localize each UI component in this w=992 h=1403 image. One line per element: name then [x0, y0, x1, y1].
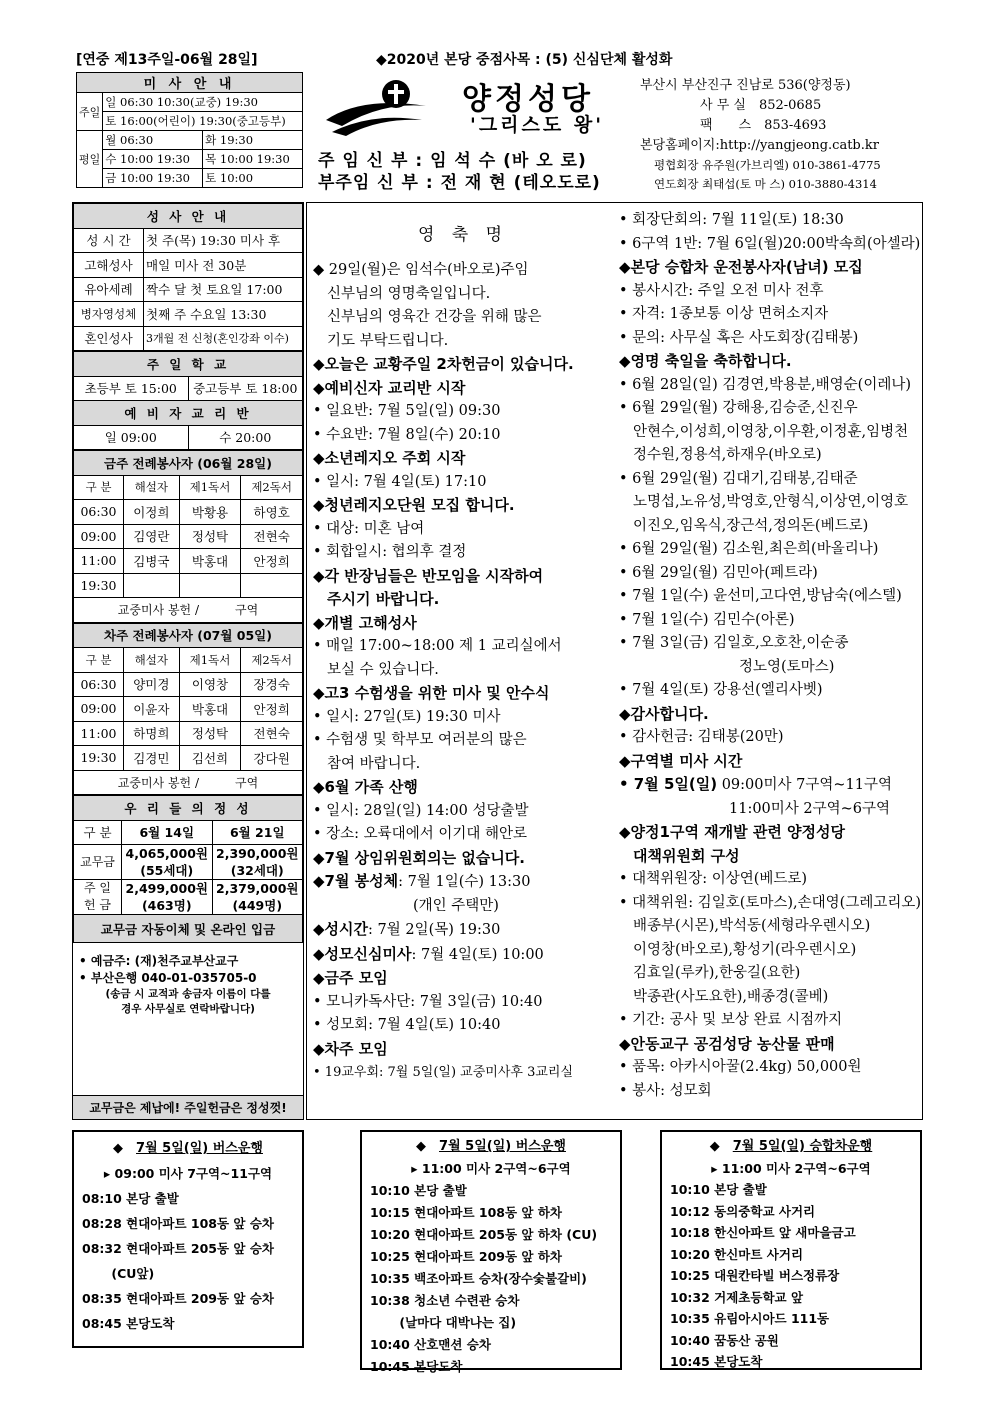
bus-stop: 10:20 현대아파트 205동 앞 하차 (CU): [370, 1227, 598, 1242]
commentator: [124, 573, 180, 598]
bus-title-text: 7월 5일(일) 승합차운행: [732, 1139, 873, 1154]
notice-text: 기도 부탁드립니다.: [327, 332, 449, 349]
notice-text: • 감사헌금: 김태봉(20만): [619, 729, 784, 745]
sacrament-label: 고해성사: [74, 253, 144, 278]
notice-heading: ◆금주 모임: [313, 969, 388, 987]
notice-text: 참여 바랍니다.: [327, 755, 421, 772]
bus-stop: 10:25 현대아파트 209동 앞 하차: [370, 1249, 562, 1264]
col-header: 해설자: [124, 648, 180, 673]
weekday-mass: 토 10:00: [203, 169, 303, 188]
offerings-title: 우 리 들 의 정 성: [74, 796, 303, 821]
prayer-president: 연도회장 최태섭(토 마 스) 010-3880-4314: [654, 177, 877, 191]
bus-stop: 10:35 유림아시아드 111동: [670, 1311, 830, 1326]
section-heading: 영 축 명: [417, 225, 509, 245]
bus-subtitle: ▸ 09:00 미사 7구역~11구역: [103, 1166, 273, 1181]
col-header: 구 분: [74, 820, 122, 845]
bus-stops: [370, 1180, 612, 1378]
sacrament-label: 병자영성체: [74, 302, 144, 327]
notice-text: • 6월 29일(월) 김민아(페트라): [619, 564, 818, 581]
fax: 팩 스 853-4693: [700, 118, 827, 133]
bus-subtitle: ▸ 11:00 미사 2구역~6구역: [711, 1160, 871, 1176]
notice-text: 신부님의 영육간 건강을 위해 많은: [327, 309, 542, 325]
commentator: 하명희: [124, 721, 180, 746]
sunday-school-secondary: 중고등부 토 18:00: [188, 376, 303, 401]
table-row: [74, 697, 303, 722]
notice-heading: [313, 870, 613, 895]
notice-heading: ◆개별 고해성사: [313, 613, 417, 632]
bus-schedule-1: [72, 1130, 304, 1348]
mass-time: 11:00: [74, 549, 124, 574]
mass-schedule-table: [76, 72, 303, 188]
sacrament-value: 첫째 주 수요일 13:30: [144, 302, 303, 327]
notice-text: • 6월 28일(일) 김경연,박용분,배영순(이레나): [619, 376, 912, 393]
notice-heading: [619, 773, 921, 798]
notice-text: 정수원,정용석,하재우(바오로): [633, 447, 822, 463]
mass-time: 19:30: [74, 746, 124, 771]
notice-text: • 자격: 1종보통 이상 면허소지자: [619, 306, 829, 322]
bus-stop: 10:38 청소년 수련관 승차: [370, 1293, 520, 1308]
offering-amount: 2,390,000원 (32세대): [212, 845, 303, 880]
notice-text: • 매일 17:00~18:00 제 1 교리실에서: [313, 638, 562, 654]
sunday-mass-2: 토 16:00(어린이) 19:30(중고등부): [103, 112, 303, 131]
notice-text: • 7월 4일(토) 강용선(엘리사벳): [619, 682, 823, 698]
offering-type: 주 일 헌 금: [74, 880, 122, 915]
notice-text: • 문의: 사무실 혹은 사도회장(김태봉): [619, 329, 859, 346]
bus-stop: 08:35 현대아파트 209동 앞 승차: [82, 1291, 274, 1306]
sunday-school-title: 주 일 학 교: [74, 352, 303, 377]
table-row: [74, 500, 303, 525]
col-header: 구 분: [74, 475, 124, 500]
notice-detail: : 7월 2일(목) 19:30: [368, 922, 501, 938]
sunday-school-table: [73, 351, 303, 450]
sacrament-label: 혼인성사: [74, 326, 144, 351]
sacrament-value: 매일 미사 전 30분: [144, 253, 303, 278]
col-header: 제2독서: [241, 648, 303, 673]
notice-heading: ◆예비신자 교리반 시작: [313, 378, 466, 397]
mass-time: 06:30: [74, 672, 124, 697]
notice-text: • 수험생 및 학부모 여러분의 많은: [313, 732, 527, 748]
notice-text: 배종부(시몬),박석동(세형라우렌시오): [633, 918, 871, 934]
table-row: [74, 746, 303, 771]
notice-text: • 성모회: 7월 4일(토) 10:40: [313, 1017, 501, 1033]
servers-this-title: 금주 전례봉사자 (06월 28일): [74, 451, 303, 476]
account-number: • 부산은행 040-01-035705-0: [79, 971, 257, 985]
pastor-name: 주 임 신 부 : 임 석 수 (바 오 로): [318, 151, 587, 171]
associate-pastor-name: 부주임 신 부 : 전 재 현 (테오도로): [318, 173, 601, 193]
bus-stop: (CU앞): [82, 1266, 155, 1281]
sacrament-value: 첫 주(목) 19:30 미사 후: [144, 228, 303, 253]
bus-stop: 10:40 산호맨션 승차: [370, 1337, 491, 1352]
council-president: 평협회장 유주원(가브리엘) 010-3861-4775: [654, 158, 881, 172]
table-row: [74, 524, 303, 549]
reader-2: 장경숙: [241, 672, 303, 697]
notice-text: • 대책위원장: 이상연(베드로): [619, 871, 808, 887]
notice-heading: ◆차주 모임: [313, 1039, 388, 1058]
mass-time: 06:30: [74, 500, 124, 525]
notice-text: • 6월 29일(월) 김소원,최은희(바올리나): [619, 541, 879, 557]
commentator: 김병국: [124, 549, 180, 574]
mass-time: 19:30: [74, 573, 124, 598]
church-name: 양정성당: [462, 82, 594, 117]
commentator: 김경민: [124, 746, 180, 771]
bus-title-text: 7월 5일(일) 버스운행: [136, 1141, 263, 1156]
account-holder: • 예금주: (재)천주교부산교구: [79, 954, 239, 968]
bus-schedule-3: [660, 1130, 922, 1370]
notice-text: • 7월 1일(수) 윤선미,고다연,방남숙(에스텔): [619, 588, 902, 604]
table-row: [74, 880, 303, 915]
sacrament-label: 유아세례: [74, 277, 144, 302]
sacrament-table: [73, 203, 303, 351]
table-row: [74, 845, 303, 880]
notice-heading: [313, 918, 613, 943]
bus-stop: 10:12 동의중학교 사거리: [670, 1203, 816, 1219]
week-label: [연중 제13주일-06월 28일]: [76, 52, 258, 68]
homepage-link[interactable]: 본당홈페이지:http://yangjeong.catb.kr: [640, 138, 879, 153]
sunday-label: 주일: [77, 93, 103, 131]
account-title: 교무금 자동이체 및 온라인 입금: [74, 915, 303, 943]
notice-text: 정노영(토마스): [739, 658, 835, 675]
notice-text: 김효일(루카),한웅길(요한): [633, 965, 801, 981]
bus-stop: 10:10 본당 출발: [670, 1182, 767, 1197]
notice-text: • 회장단회의: 7월 11일(토) 18:30: [619, 212, 844, 228]
notice-text: 이진오,임옥식,장근석,정의돈(베드로): [633, 517, 869, 534]
weekday-mass: 월 06:30: [103, 131, 203, 150]
announcements: [306, 202, 923, 1120]
notice-text: 보실 수 있습니다.: [327, 661, 439, 678]
bus-stop: 08:32 현대아파트 205동 앞 승차: [82, 1241, 274, 1256]
bus-stop: 10:20 한신마트 사거리: [670, 1246, 804, 1262]
col-header: 구 분: [74, 648, 124, 673]
pastoral-goal: ◆2020년 본당 중점사목 : (5) 신심단체 활성화: [376, 52, 673, 68]
office-phone: 사 무 실 852-0685: [700, 98, 822, 113]
right-column: [619, 209, 921, 1103]
notice-text: • 일시: 27일(토) 19:30 미사: [313, 708, 501, 725]
notice-heading: ◆7월 상임위원회의는 없습니다.: [313, 848, 525, 867]
notice-detail: : 7월 4일(토) 10:00: [411, 946, 544, 963]
notice-text: 안현수,이성희,이영창,이우환,이정훈,임병천: [633, 423, 909, 440]
account-note: 경우 사무실로 연락바랍니다): [121, 1003, 255, 1015]
notice-heading: [313, 943, 613, 968]
bus-stop: 10:35 백조아파트 승차(장수숯불갈비): [370, 1271, 587, 1286]
sunday-mass-1: 일 06:30 10:30(교중) 19:30: [103, 93, 303, 112]
notice-heading: ◆양정1구역 재개발 관련 양정성당: [619, 823, 846, 841]
mass-time: 09:00: [74, 524, 124, 549]
notice-detail: : 7월 1일(수) 13:30: [398, 874, 531, 890]
reader-2: 안정희: [241, 697, 303, 722]
offerings-table: [73, 795, 303, 943]
left-footer: 교무금은 제납에! 주일헌금은 정성껏!: [73, 1095, 303, 1119]
offering-zone: 교중미사 봉헌 / 구역: [74, 770, 303, 795]
bus-stop: 10:25 대원칸타빌 버스정류장: [670, 1268, 840, 1283]
contact-info: [640, 76, 925, 194]
sacrament-value: 3개월 전 신청(혼인강좌 이수): [144, 326, 303, 351]
notice-heading: ◆오늘은 교황주일 2차헌금이 있습니다.: [313, 355, 574, 373]
bus-stops: [82, 1186, 294, 1336]
sacrament-title: 성 사 안 내: [74, 204, 303, 229]
notice-text: • 기간: 공사 및 보상 완료 시점까지: [619, 1012, 843, 1028]
notice-text: • 일요반: 7월 5일(일) 09:30: [313, 403, 501, 419]
reader-1: [179, 573, 241, 598]
reader-2: 전현숙: [241, 721, 303, 746]
reader-1: 이영창: [179, 672, 241, 697]
bus-stop: 08:10 본당 출발: [82, 1191, 179, 1206]
bus-schedule-2: [360, 1130, 622, 1374]
notice-heading: ◆청년레지오단원 모집 합니다.: [313, 496, 515, 514]
sacrament-label: 성 시 간: [74, 228, 144, 253]
reader-2: 강다원: [241, 746, 303, 771]
notice-text: 신부님의 영명축일입니다.: [327, 285, 491, 302]
commentator: 이정희: [124, 500, 180, 525]
notice-heading-label: ◆성시간: [313, 920, 369, 938]
notice-text: • 회합일시: 협의후 결정: [313, 544, 467, 560]
notice-heading: ◆소년레지오 주회 시작: [313, 449, 466, 467]
bus-stop: (날마다 대박나는 집): [370, 1315, 517, 1330]
col-header: 6월 21일: [212, 820, 303, 845]
notice-text: • 6월 29일(월) 김대기,김태봉,김태준: [619, 470, 858, 487]
bus-title: ◆ 7월 5일(일) 승합차운행: [709, 1139, 873, 1154]
reader-1: 박홍대: [179, 697, 241, 722]
notice-text: • 모니카독사단: 7월 3일(금) 10:40: [313, 993, 543, 1010]
reader-2: 전현숙: [241, 524, 303, 549]
bus-stop: 08:45 본당도착: [82, 1316, 175, 1331]
notice-heading: ◆안동교구 공검성당 농산물 판매: [619, 1034, 835, 1053]
notice-text: 박종관(사도요한),배종경(콜베): [633, 988, 829, 1005]
account-note: (송금 시 교적과 송금자 이름이 다를: [105, 988, 271, 1000]
weekday-mass: 목 10:00 19:30: [203, 150, 303, 169]
notice-heading: ◆영명 축일을 축하합니다.: [619, 352, 792, 370]
notice-text: • 6구역 1반: 7월 6일(월)20:00박속희(아셀라): [619, 235, 921, 252]
notice-heading: ◆고3 수험생을 위한 미사 및 안수식: [313, 684, 550, 702]
notice-text: • 장소: 오륙대에서 이기대 해안로: [313, 826, 527, 842]
mass-time: 11:00: [74, 721, 124, 746]
notice-text: • 대책위원: 김일호(토마스),손대영(그레고리오): [619, 894, 922, 911]
catechumen-sunday: 일 09:00: [74, 425, 189, 450]
bus-title-text: 7월 5일(일) 버스운행: [439, 1139, 566, 1154]
notice-text: ◆ 29일(월)은 임석수(바오로)주임: [313, 262, 529, 278]
table-row: [74, 549, 303, 574]
bus-title: ◆ 7월 5일(일) 버스운행: [416, 1139, 566, 1154]
catechumen-wednesday: 수 20:00: [188, 425, 303, 450]
notice-heading: ◆6월 가족 산행: [313, 778, 418, 796]
servers-this-week-table: [73, 450, 303, 623]
weekday-label: 평일: [77, 131, 103, 188]
bus-stop: 10:40 꿈동산 공원: [670, 1332, 779, 1348]
notice-text: 노명섭,노유성,박영호,안형식,이상연,이영호: [633, 494, 909, 510]
table-row: [74, 721, 303, 746]
bus-subtitle: ▸ 11:00 미사 2구역~6구역: [411, 1161, 571, 1176]
notice-heading-label: ◆7월 봉성체: [313, 872, 399, 890]
notice-text: 이영창(바오로),황성기(라우렌시오): [633, 941, 857, 958]
notice-text: 11:00미사 2구역~6구역: [729, 800, 891, 817]
col-header: 제1독서: [179, 475, 241, 500]
reader-1: 정성탁: [179, 524, 241, 549]
weekday-mass: 화 19:30: [203, 131, 303, 150]
notice-heading: 대책위원회 구성: [633, 846, 740, 865]
notice-heading-label: ◆성모신심미사: [313, 944, 412, 963]
catechumen-title: 예 비 자 교 리 반: [74, 401, 303, 426]
offering-type: 교무금: [74, 845, 122, 880]
notice-heading-label: • 7월 5일(일): [619, 775, 718, 793]
col-header: 제2독서: [241, 475, 303, 500]
bus-stop: 10:45 본당도착: [670, 1354, 763, 1369]
offering-zone: 교중미사 봉헌 / 구역: [74, 598, 303, 623]
commentator: 양미경: [124, 672, 180, 697]
reader-1: 정성탁: [179, 721, 241, 746]
bus-stop: 10:45 본당도착: [370, 1359, 463, 1374]
church-subtitle: '그리스도 왕': [470, 114, 605, 136]
reader-2: 하영호: [241, 500, 303, 525]
offering-amount: 4,065,000원 (55세대): [122, 845, 213, 880]
notice-text: • 대상: 미혼 남여: [313, 520, 425, 537]
top-line: [76, 49, 928, 69]
bus-stop: 10:15 현대아파트 108동 앞 하차: [370, 1205, 562, 1220]
col-header: 제1독서: [179, 648, 241, 673]
left-column: [72, 202, 304, 1120]
servers-next-title: 차주 전례봉사자 (07월 05일): [74, 623, 303, 648]
col-header: 해설자: [124, 475, 180, 500]
reader-1: 박홍대: [179, 549, 241, 574]
bus-title: ◆ 7월 5일(일) 버스운행: [113, 1141, 263, 1156]
mass-title: 미 사 안 내: [77, 73, 303, 93]
reader-2: 안정희: [241, 549, 303, 574]
notice-heading: ◆감사합니다.: [619, 704, 709, 723]
notice-heading: ◆각 반장님들은 반모임을 시작하여: [313, 566, 544, 585]
notice-text: • 수요반: 7월 8일(수) 20:10: [313, 426, 501, 443]
notice-text: • 봉사: 성모회: [619, 1082, 712, 1099]
bus-stop: 10:32 거제초등학교 앞: [670, 1289, 804, 1305]
sacrament-value: 짝수 달 첫 토요일 17:00: [144, 277, 303, 302]
sunday-school-elementary: 초등부 토 15:00: [74, 376, 189, 401]
notice-heading: ◆본당 승합차 운전봉사자(남녀) 모집: [619, 258, 863, 276]
notice-text: • 일시: 7월 4일(토) 17:10: [313, 473, 487, 490]
servers-next-week-table: [73, 623, 303, 796]
reader-2: [241, 573, 303, 598]
notice-text: • 품목: 아카시아꿀(2.4kg) 50,000원: [619, 1059, 862, 1075]
weekday-mass: 수 10:00 19:30: [103, 150, 203, 169]
offering-amount: 2,379,000원 (449명): [212, 880, 303, 915]
notice-text: • 6월 29일(월) 강해용,김승준,신진우: [619, 400, 858, 416]
notice-heading: ◆구역별 미사 시간: [619, 751, 743, 770]
middle-column: [313, 203, 613, 1085]
reader-1: 박황용: [179, 500, 241, 525]
notice-text: • 7월 1일(수) 김민수(아론): [619, 611, 795, 628]
notice-text: • 19교우회: 7월 5일(일) 교중미사후 3교리실: [313, 1065, 574, 1080]
notice-heading: 주시기 바랍니다.: [327, 590, 440, 608]
table-row: [74, 672, 303, 697]
bus-stop: 10:10 본당 출발: [370, 1183, 467, 1198]
commentator: 이윤자: [124, 697, 180, 722]
reader-1: 김선희: [179, 746, 241, 771]
account-info: [73, 943, 303, 1021]
notice-text: (개인 주택만): [413, 897, 499, 914]
weekday-mass: 금 10:00 19:30: [103, 169, 203, 188]
notice-detail: 09:00미사 7구역~11구역: [717, 777, 892, 793]
church-logo-icon: [322, 76, 432, 140]
mass-time: 09:00: [74, 697, 124, 722]
bus-stop: 08:28 현대아파트 108동 앞 승차: [82, 1216, 274, 1231]
commentator: 김영란: [124, 524, 180, 549]
notice-text: • 7월 3일(금) 김일호,오호찬,이순종: [619, 635, 849, 651]
notice-text: • 일시: 28일(일) 14:00 성당출발: [313, 802, 529, 819]
offering-amount: 2,499,000원 (463명): [122, 880, 213, 915]
bus-stops: [670, 1179, 912, 1373]
table-row: [74, 573, 303, 598]
notice-text: • 봉사시간: 주일 오전 미사 전후: [619, 282, 824, 299]
bus-stop: 10:18 한신아파트 앞 새마을금고: [670, 1225, 856, 1240]
col-header: 6월 14일: [122, 820, 213, 845]
address: 부산시 부산진구 진남로 536(양정동): [640, 78, 851, 93]
